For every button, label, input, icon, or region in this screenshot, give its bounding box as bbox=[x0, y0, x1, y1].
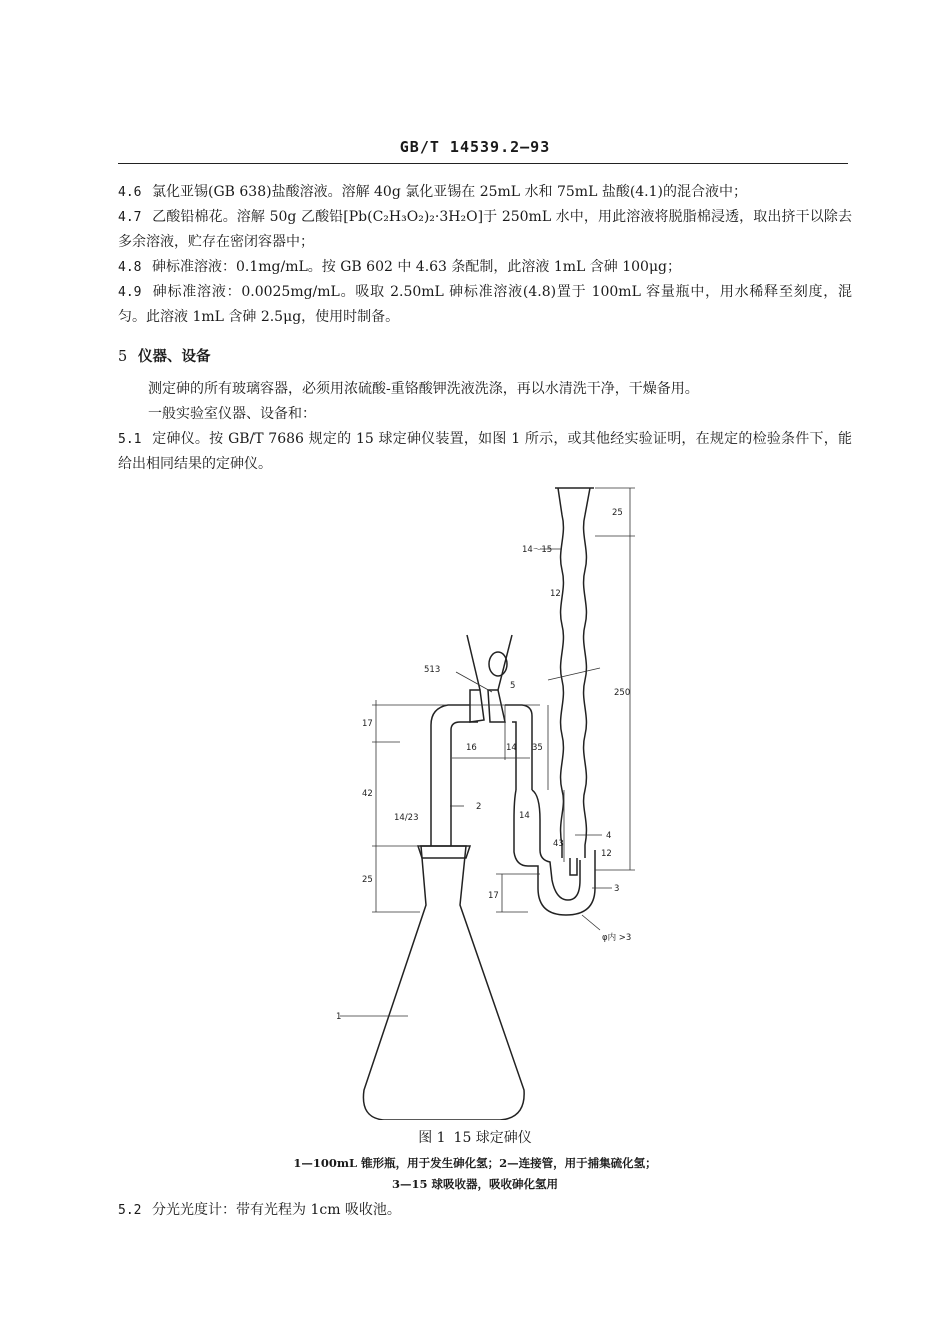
header-rule bbox=[118, 163, 848, 164]
section-5-para-1: 测定砷的所有玻璃容器，必须用浓硫酸-重铬酸钾洗液洗涤，再以水清洗干净，干燥备用。 bbox=[148, 381, 699, 397]
item-number: 4.9 bbox=[118, 285, 142, 300]
label-3: 3 bbox=[614, 884, 620, 894]
absorber-bulb bbox=[514, 790, 595, 915]
label-5: 5 bbox=[510, 681, 516, 691]
dim-42: 42 bbox=[362, 789, 373, 799]
ground-joint bbox=[418, 846, 470, 858]
item-number: 4.6 bbox=[118, 185, 142, 200]
item-4-7 bbox=[118, 205, 852, 255]
figure-1-diagram bbox=[300, 480, 660, 1124]
section-number: 5 bbox=[118, 349, 128, 365]
section-5-heading bbox=[118, 345, 211, 366]
dim-14-top: 14 bbox=[506, 743, 517, 753]
item-text: 氯化亚锡(GB 638)盐酸溶液。溶解 40g 氯化亚锡在 25mL 水和 75mL 盐酸(4.1)的混合液中； bbox=[152, 184, 748, 200]
label-2: 2 bbox=[476, 802, 482, 812]
label-14-15: 14～15 bbox=[522, 545, 553, 555]
dim-12-top: 12 bbox=[550, 589, 561, 599]
item-number: 4.7 bbox=[118, 210, 142, 225]
item-5-2 bbox=[118, 1198, 852, 1223]
dim-14-bulb: 14 bbox=[519, 811, 530, 821]
item-number: 5.2 bbox=[118, 1203, 142, 1218]
figure-caption-line-1: 1—100mL 锥形瓶，用于发生砷化氢；2—连接管，用于捕集硫化氢； bbox=[293, 1156, 657, 1170]
dim-43: 43 bbox=[553, 839, 564, 849]
label-513: 513 bbox=[424, 665, 441, 675]
dim-17-top: 17 bbox=[362, 719, 373, 729]
item-4-8 bbox=[118, 255, 852, 280]
dim-25-right: 25 bbox=[612, 508, 623, 518]
figure-caption-line-2: 3—15 球吸收器，吸收砷化氢用 bbox=[391, 1177, 558, 1191]
stopcock bbox=[470, 690, 484, 722]
conical-flask bbox=[363, 846, 524, 1120]
item-5-1 bbox=[118, 427, 852, 477]
dim-12-bottom: 12 bbox=[601, 849, 612, 859]
dim-16: 16 bbox=[466, 743, 477, 753]
item-text: 砷标准溶液：0.1mg/mL。按 GB 602 中 4.63 条配制，此溶液 1mL 含砷 100μg； bbox=[152, 259, 682, 275]
figure-title bbox=[0, 1127, 950, 1147]
dim-250: 250 bbox=[614, 688, 631, 698]
fifteen-ball-absorber bbox=[558, 488, 563, 858]
item-4-6 bbox=[118, 180, 852, 205]
label-14-23: 14/23 bbox=[394, 813, 419, 823]
item-number: 4.8 bbox=[118, 260, 142, 275]
label-inner-diameter: φ内 >3 bbox=[602, 933, 632, 943]
figure-name: 15 球定砷仪 bbox=[453, 1130, 532, 1146]
section-5-para-2: 一般实验室仪器、设备和： bbox=[148, 406, 316, 422]
item-text: 乙酸铅棉花。溶解 50g 乙酸铅[Pb(C₂H₃O₂)₂·3H₂O]于 250mL 水中，用此溶液将脱脂棉浸透，取出挤干以除去多余溶液，贮存在密闭容器中； bbox=[118, 209, 852, 250]
section-title: 仪器、设备 bbox=[138, 348, 211, 365]
dim-17-bottom: 17 bbox=[488, 891, 499, 901]
item-text: 分光光度计：带有光程为 1cm 吸收池。 bbox=[152, 1202, 401, 1218]
item-text: 砷标准溶液：0.0025mg/mL。吸取 2.50mL 砷标准溶液(4.8)置于 100mL 容量瓶中，用水稀释至刻度，混匀。此溶液 1mL 含砷 2.5μg，使用时制备。 bbox=[118, 284, 852, 325]
dim-35: 35 bbox=[532, 743, 543, 753]
item-text: 定砷仪。按 GB/T 7686 规定的 15 球定砷仪装置，如图 1 所示，或其他经实验证明，在规定的检验条件下，能给出相同结果的定砷仪。 bbox=[118, 431, 852, 472]
figure-number: 图 1 bbox=[418, 1130, 446, 1146]
item-4-9 bbox=[118, 280, 852, 330]
item-number: 5.1 bbox=[118, 432, 142, 447]
document-header: GB/T 14539.2—93 bbox=[399, 138, 551, 156]
dim-25-left: 25 bbox=[362, 875, 373, 885]
label-1: 1 bbox=[336, 1012, 342, 1022]
apparatus-drawing bbox=[300, 480, 660, 1120]
label-4: 4 bbox=[606, 831, 612, 841]
